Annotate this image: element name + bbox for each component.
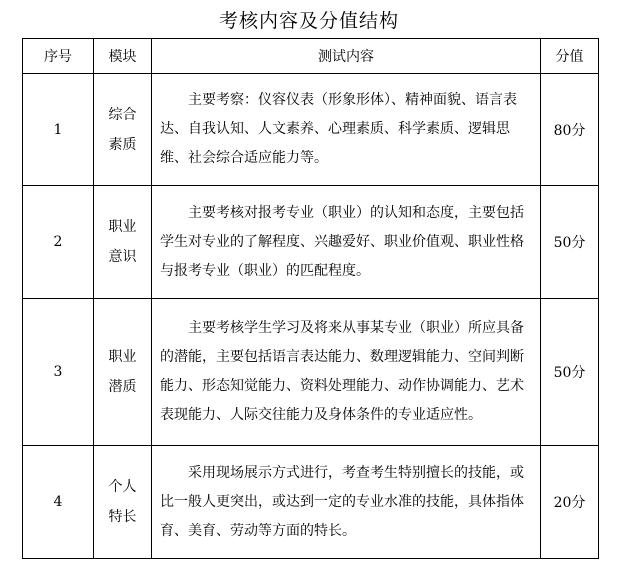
table-header-row [23,39,599,74]
row-score: 20分 [541,446,599,559]
row-content: 采用现场展示方式进行，考查考生特别擅长的技能，或比一般人更突出，或达到一定的专业水准的技能，具体指体育、美育、劳动等方面的特长。 [152,446,541,559]
document-title: 考核内容及分值结构 [218,10,399,32]
row-no: 1 [23,74,94,186]
row-no: 3 [23,299,94,446]
row-no: 2 [23,186,94,299]
header-module: 模块 [94,39,152,74]
table-row [23,74,599,186]
row-score: 50分 [541,186,599,299]
header-no: 序号 [23,39,94,74]
row-content: 主要考察：仪容仪表（形象形体）、精神面貌、语言表达、自我认知、人文素养、心理素质、科学素质、逻辑思维、社会综合适应能力等。 [152,74,541,186]
row-content: 主要考核对报考专业（职业）的认知和态度，主要包括学生对专业的了解程度、兴趣爱好、职业价值观、职业性格与报考专业（职业）的匹配程度。 [152,186,541,299]
header-score: 分值 [541,39,599,74]
assessment-table [22,38,599,559]
table-row [23,186,599,299]
table-row [23,446,599,559]
row-module: 职业潜质 [94,299,152,446]
row-module: 综合素质 [94,74,152,186]
row-score: 80分 [541,74,599,186]
row-score: 50分 [541,299,599,446]
table-row [23,299,599,446]
row-module: 职业意识 [94,186,152,299]
header-content: 测试内容 [152,39,541,74]
row-module: 个人特长 [94,446,152,559]
row-no: 4 [23,446,94,559]
row-content: 主要考核学生学习及将来从事某专业（职业）所应具备的潜能，主要包括语言表达能力、数理逻辑能力、空间判断能力、形态知觉能力、资料处理能力、动作协调能力、艺术表现能力、人际交往能力及身体条件的专业适应性。 [152,299,541,446]
